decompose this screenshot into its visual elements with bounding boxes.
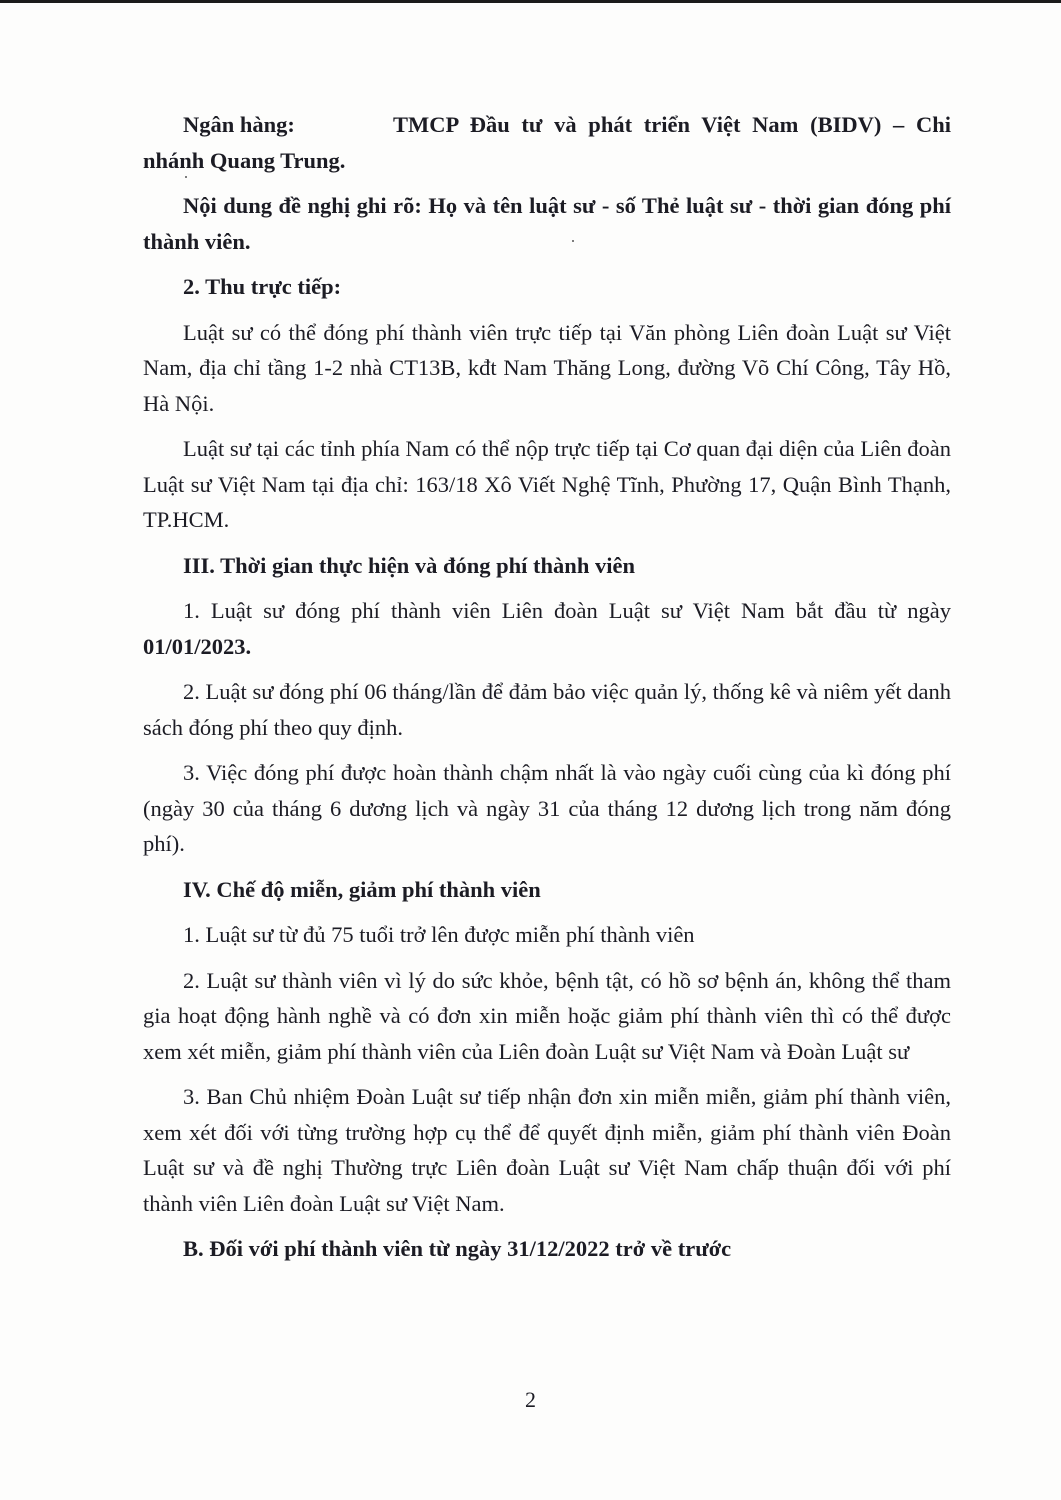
section-III-item-2: 2. Luật sư đóng phí 06 tháng/lần để đảm bảo việc quản lý, thống kê và niêm yết danh sách đóng phí theo quy định.: [143, 679, 951, 740]
section-2-paragraph-1: Luật sư có thể đóng phí thành viên trực tiếp tại Văn phòng Liên đoàn Luật sư Việt Nam, địa chỉ tầng 1-2 nhà CT13B, kđt Nam Thăng Long, đường Võ Chí Công, Tây Hồ, Hà Nội.: [143, 319, 951, 416]
section-III-item-1-text: 1. Luật sư đóng phí thành viên Liên đoàn Luật sư Việt Nam bắt đầu từ ngày: [183, 598, 951, 623]
bank-label: Ngân hàng:: [183, 112, 295, 137]
section-III-item-1: [143, 593, 951, 664]
section-2-heading: 2. Thu trực tiếp:: [183, 274, 342, 299]
scan-speck: [185, 176, 187, 178]
document-body: [143, 107, 951, 1277]
scan-speck: [572, 240, 574, 242]
section-IV-item-1: 1. Luật sư từ đủ 75 tuổi trở lên được miễn phí thành viên: [183, 922, 695, 947]
section-B-heading: B. Đối với phí thành viên từ ngày 31/12/2022 trở về trước: [183, 1236, 732, 1261]
bank-paragraph: [143, 107, 951, 178]
section-III-heading: III. Thời gian thực hiện và đóng phí thành viên: [183, 552, 635, 578]
bank-value: TMCP Đầu tư và phát triển Việt Nam (BIDV) – Chi nhánh Quang Trung.: [143, 112, 951, 173]
section-IV-heading: IV. Chế độ miễn, giảm phí thành viên: [183, 876, 541, 902]
section-III-item-1-date: 01/01/2023.: [143, 633, 252, 659]
section-2-paragraph-2: Luật sư tại các tỉnh phía Nam có thể nộp trực tiếp tại Cơ quan đại diện của Liên đoàn Luật sư Việt Nam tại địa chỉ: 163/18 Xô Viết Nghệ Tĩnh, Phường 17, Quận Bình Thạnh, TP.HCM.: [143, 436, 951, 532]
payment-note: Nội dung đề nghị ghi rõ: Họ và tên luật sư - số Thẻ luật sư - thời gian đóng phí thành viên.: [143, 193, 951, 254]
section-III-item-3: 3. Việc đóng phí được hoàn thành chậm nhất là vào ngày cuối cùng của kì đóng phí (ngày 30 của tháng 6 dương lịch và ngày 31 của tháng 12 dương lịch trong năm đóng phí).: [143, 760, 951, 856]
section-IV-item-2: 2. Luật sư thành viên vì lý do sức khỏe, bệnh tật, có hồ sơ bệnh án, không thể tham gia hoạt động hành nghề và có đơn xin miễn hoặc giảm phí thành viên thì có thể được xem xét miễn, giảm phí thành viên của Liên đoàn Luật sư Việt Nam và Đoàn Luật sư: [143, 967, 951, 1064]
page-number: 2: [525, 1387, 536, 1412]
section-IV-item-3: 3. Ban Chủ nhiệm Đoàn Luật sư tiếp nhận đơn xin miễn miễn, giảm phí thành viên, xem xét đối với từng trường hợp cụ thể để quyết định miễn, giảm phí thành viên Đoàn Luật sư và đề nghị Thường trực Liên đoàn Luật sư Việt Nam chấp thuận đối với phí thành viên Liên đoàn Luật sư Việt Nam.: [143, 1084, 951, 1216]
